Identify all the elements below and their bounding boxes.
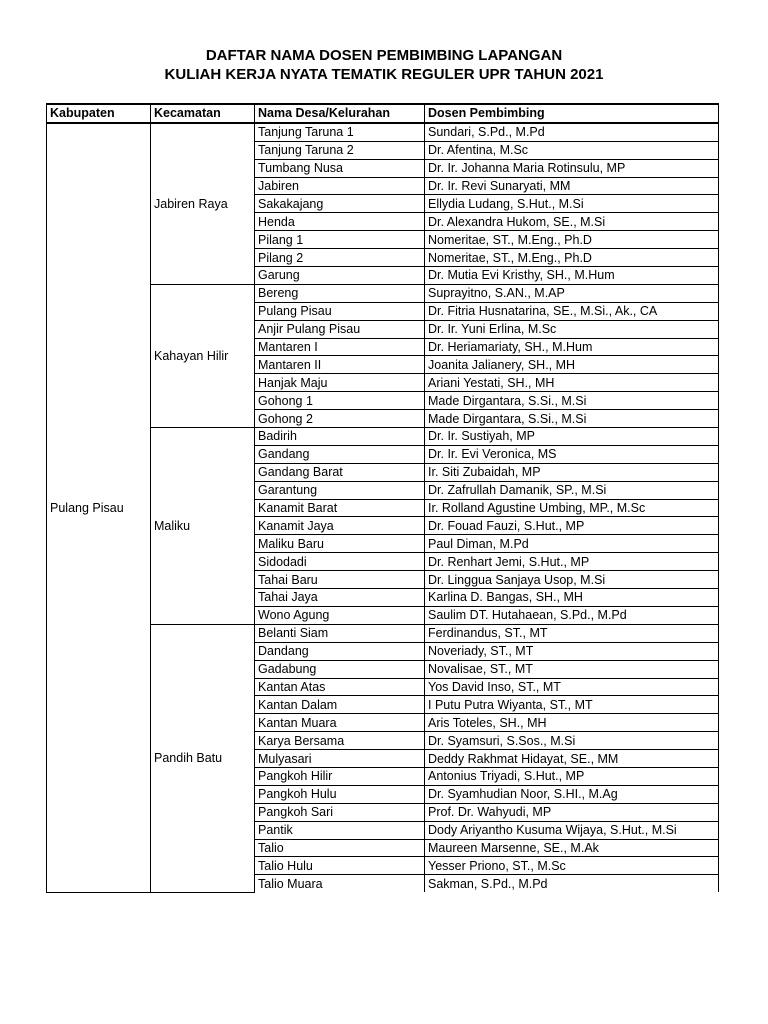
- desa-cell: Pantik: [255, 821, 425, 839]
- supervisor-table: [46, 103, 719, 893]
- desa-cell: Kanamit Jaya: [255, 517, 425, 535]
- table-header-row: [47, 104, 719, 123]
- dosen-cell: Dr. Fouad Fauzi, S.Hut., MP: [425, 517, 719, 535]
- desa-cell: Garantung: [255, 481, 425, 499]
- dosen-cell: Antonius Triyadi, S.Hut., MP: [425, 767, 719, 785]
- dosen-cell: Dr. Renhart Jemi, S.Hut., MP: [425, 553, 719, 571]
- desa-cell: Mantaren I: [255, 338, 425, 356]
- desa-cell: Hanjak Maju: [255, 374, 425, 392]
- dosen-cell: Ariani Yestati, SH., MH: [425, 374, 719, 392]
- dosen-cell: Deddy Rakhmat Hidayat, SE., MM: [425, 750, 719, 768]
- desa-cell: Badirih: [255, 428, 425, 446]
- desa-cell: Karya Bersama: [255, 732, 425, 750]
- desa-cell: Gadabung: [255, 660, 425, 678]
- desa-cell: Anjir Pulang Pisau: [255, 320, 425, 338]
- desa-cell: Wono Agung: [255, 606, 425, 624]
- kecamatan-cell: Kahayan Hilir: [151, 284, 255, 427]
- desa-cell: Kantan Atas: [255, 678, 425, 696]
- desa-cell: Kanamit Barat: [255, 499, 425, 517]
- desa-cell: Pilang 2: [255, 249, 425, 267]
- dosen-cell: Ellydia Ludang, S.Hut., M.Si: [425, 195, 719, 213]
- dosen-cell: Yos David Inso, ST., MT: [425, 678, 719, 696]
- desa-cell: Pulang Pisau: [255, 302, 425, 320]
- desa-cell: Tumbang Nusa: [255, 159, 425, 177]
- kecamatan-cell: Maliku: [151, 428, 255, 625]
- desa-cell: Talio Hulu: [255, 857, 425, 875]
- desa-cell: Gandang Barat: [255, 463, 425, 481]
- desa-cell: Belanti Siam: [255, 624, 425, 642]
- dosen-cell: Dr. Afentina, M.Sc: [425, 141, 719, 159]
- dosen-cell: Dr. Mutia Evi Kristhy, SH., M.Hum: [425, 267, 719, 285]
- dosen-cell: Dr. Linggua Sanjaya Usop, M.Si: [425, 571, 719, 589]
- dosen-cell: Sundari, S.Pd., M.Pd: [425, 123, 719, 141]
- header-dosen: Dosen Pembimbing: [425, 104, 719, 123]
- desa-cell: Kantan Muara: [255, 714, 425, 732]
- dosen-cell: Yesser Priono, ST., M.Sc: [425, 857, 719, 875]
- desa-cell: Tahai Jaya: [255, 589, 425, 607]
- kecamatan-cell: Pandih Batu: [151, 624, 255, 892]
- dosen-cell: Maureen Marsenne, SE., M.Ak: [425, 839, 719, 857]
- header-kecamatan: Kecamatan: [151, 104, 255, 123]
- table-row: [47, 123, 719, 141]
- dosen-cell: Ferdinandus, ST., MT: [425, 624, 719, 642]
- dosen-cell: Dr. Fitria Husnatarina, SE., M.Si., Ak., CA: [425, 302, 719, 320]
- desa-cell: Pangkoh Hulu: [255, 785, 425, 803]
- desa-cell: Dandang: [255, 642, 425, 660]
- dosen-cell: Dr. Alexandra Hukom, SE., M.Si: [425, 213, 719, 231]
- kecamatan-cell: Jabiren Raya: [151, 123, 255, 285]
- dosen-cell: Saulim DT. Hutahaean, S.Pd., M.Pd: [425, 606, 719, 624]
- desa-cell: Bereng: [255, 284, 425, 302]
- title-line-2: KULIAH KERJA NYATA TEMATIK REGULER UPR TAHUN 2021: [164, 66, 604, 83]
- desa-cell: Henda: [255, 213, 425, 231]
- desa-cell: Talio Muara: [255, 875, 425, 892]
- desa-cell: Tanjung Taruna 1: [255, 123, 425, 141]
- desa-cell: Tanjung Taruna 2: [255, 141, 425, 159]
- desa-cell: Sidodadi: [255, 553, 425, 571]
- dosen-cell: Nomeritae, ST., M.Eng., Ph.D: [425, 231, 719, 249]
- dosen-cell: Prof. Dr. Wahyudi, MP: [425, 803, 719, 821]
- kabupaten-cell: Pulang Pisau: [47, 123, 151, 892]
- dosen-cell: Made Dirgantara, S.Si., M.Si: [425, 392, 719, 410]
- dosen-cell: Aris Toteles, SH., MH: [425, 714, 719, 732]
- dosen-cell: Dr. Heriamariaty, SH., M.Hum: [425, 338, 719, 356]
- dosen-cell: Ir. Siti Zubaidah, MP: [425, 463, 719, 481]
- dosen-cell: Karlina D. Bangas, SH., MH: [425, 589, 719, 607]
- desa-cell: Gandang: [255, 445, 425, 463]
- dosen-cell: Novalisae, ST., MT: [425, 660, 719, 678]
- dosen-cell: Nomeritae, ST., M.Eng., Ph.D: [425, 249, 719, 267]
- dosen-cell: Ir. Rolland Agustine Umbing, MP., M.Sc: [425, 499, 719, 517]
- desa-cell: Gohong 2: [255, 410, 425, 428]
- desa-cell: Gohong 1: [255, 392, 425, 410]
- dosen-cell: Paul Diman, M.Pd: [425, 535, 719, 553]
- desa-cell: Sakakajang: [255, 195, 425, 213]
- dosen-cell: Dr. Syamhudian Noor, S.HI., M.Ag: [425, 785, 719, 803]
- desa-cell: Mulyasari: [255, 750, 425, 768]
- dosen-cell: Sakman, S.Pd., M.Pd: [425, 875, 719, 892]
- dosen-cell: Dr. Ir. Sustiyah, MP: [425, 428, 719, 446]
- dosen-cell: Dr. Ir. Yuni Erlina, M.Sc: [425, 320, 719, 338]
- dosen-cell: Dr. Ir. Revi Sunaryati, MM: [425, 177, 719, 195]
- header-desa: Nama Desa/Kelurahan: [255, 104, 425, 123]
- desa-cell: Pangkoh Sari: [255, 803, 425, 821]
- desa-cell: Jabiren: [255, 177, 425, 195]
- dosen-cell: Dr. Ir. Johanna Maria Rotinsulu, MP: [425, 159, 719, 177]
- desa-cell: Mantaren II: [255, 356, 425, 374]
- dosen-cell: Noveriady, ST., MT: [425, 642, 719, 660]
- dosen-cell: Dr. Syamsuri, S.Sos., M.Si: [425, 732, 719, 750]
- desa-cell: Kantan Dalam: [255, 696, 425, 714]
- dosen-cell: Dr. Ir. Evi Veronica, MS: [425, 445, 719, 463]
- dosen-cell: I Putu Putra Wiyanta, ST., MT: [425, 696, 719, 714]
- dosen-cell: Suprayitno, S.AN., M.AP: [425, 284, 719, 302]
- table-body: [47, 123, 719, 892]
- desa-cell: Pilang 1: [255, 231, 425, 249]
- title-line-1: DAFTAR NAMA DOSEN PEMBIMBING LAPANGAN: [205, 47, 563, 64]
- dosen-cell: Dr. Zafrullah Damanik, SP., M.Si: [425, 481, 719, 499]
- desa-cell: Pangkoh Hilir: [255, 767, 425, 785]
- desa-cell: Garung: [255, 267, 425, 285]
- desa-cell: Maliku Baru: [255, 535, 425, 553]
- header-kabupaten: Kabupaten: [47, 104, 151, 123]
- dosen-cell: Dody Ariyantho Kusuma Wijaya, S.Hut., M.Si: [425, 821, 719, 839]
- dosen-cell: Joanita Jalianery, SH., MH: [425, 356, 719, 374]
- desa-cell: Talio: [255, 839, 425, 857]
- document-title: [0, 46, 768, 84]
- desa-cell: Tahai Baru: [255, 571, 425, 589]
- dosen-cell: Made Dirgantara, S.Si., M.Si: [425, 410, 719, 428]
